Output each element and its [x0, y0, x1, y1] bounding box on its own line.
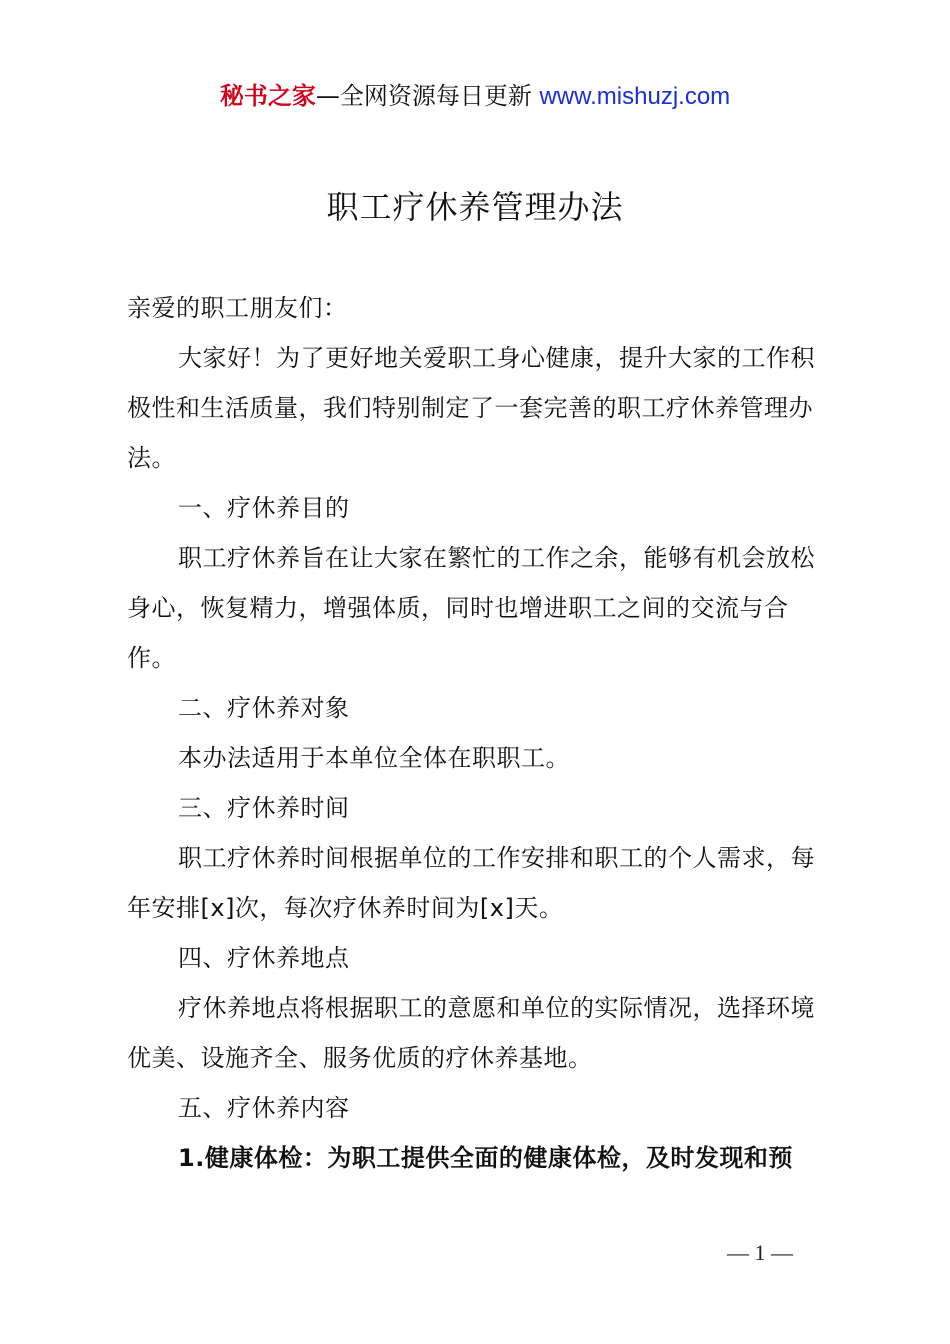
paragraph-intro: 大家好！为了更好地关爱职工身心健康，提升大家的工作积极性和生活质量，我们特别制定了一套完善的职工疗休养管理办法。	[127, 344, 815, 472]
section-heading-location: 四、疗休养地点	[178, 944, 350, 972]
section-heading-target: 二、疗休养对象	[178, 694, 350, 722]
paragraph-health-check: 1.健康体检：为职工提供全面的健康体检，及时发现和预	[178, 1144, 793, 1172]
salutation: 亲爱的职工朋友们：	[127, 294, 348, 322]
brand-name: 秘书之家	[219, 82, 316, 110]
section-heading-purpose: 一、疗休养目的	[178, 494, 350, 522]
website-link[interactable]: www.mishuzj.com	[539, 83, 731, 110]
section-heading-content: 五、疗休养内容	[178, 1094, 350, 1122]
page-number: — 1 —	[727, 1240, 793, 1265]
header-tagline: —全网资源每日更新	[315, 82, 540, 110]
section-heading-time: 三、疗休养时间	[178, 794, 350, 822]
paragraph-location: 疗休养地点将根据职工的意愿和单位的实际情况，选择环境优美、设施齐全、服务优质的疗休养基地。	[127, 994, 815, 1072]
document-body	[127, 283, 832, 1183]
paragraph-purpose: 职工疗休养旨在让大家在繁忙的工作之余，能够有机会放松身心，恢复精力，增强体质，同时也增进职工之间的交流与合作。	[127, 544, 815, 672]
page-header	[0, 78, 950, 115]
paragraph-time: 职工疗休养时间根据单位的工作安排和职工的个人需求，每年安排[x]次，每次疗休养时间为[x]天。	[127, 844, 815, 922]
document-title: 职工疗休养管理办法	[326, 188, 624, 226]
paragraph-target: 本办法适用于本单位全体在职职工。	[178, 744, 570, 772]
